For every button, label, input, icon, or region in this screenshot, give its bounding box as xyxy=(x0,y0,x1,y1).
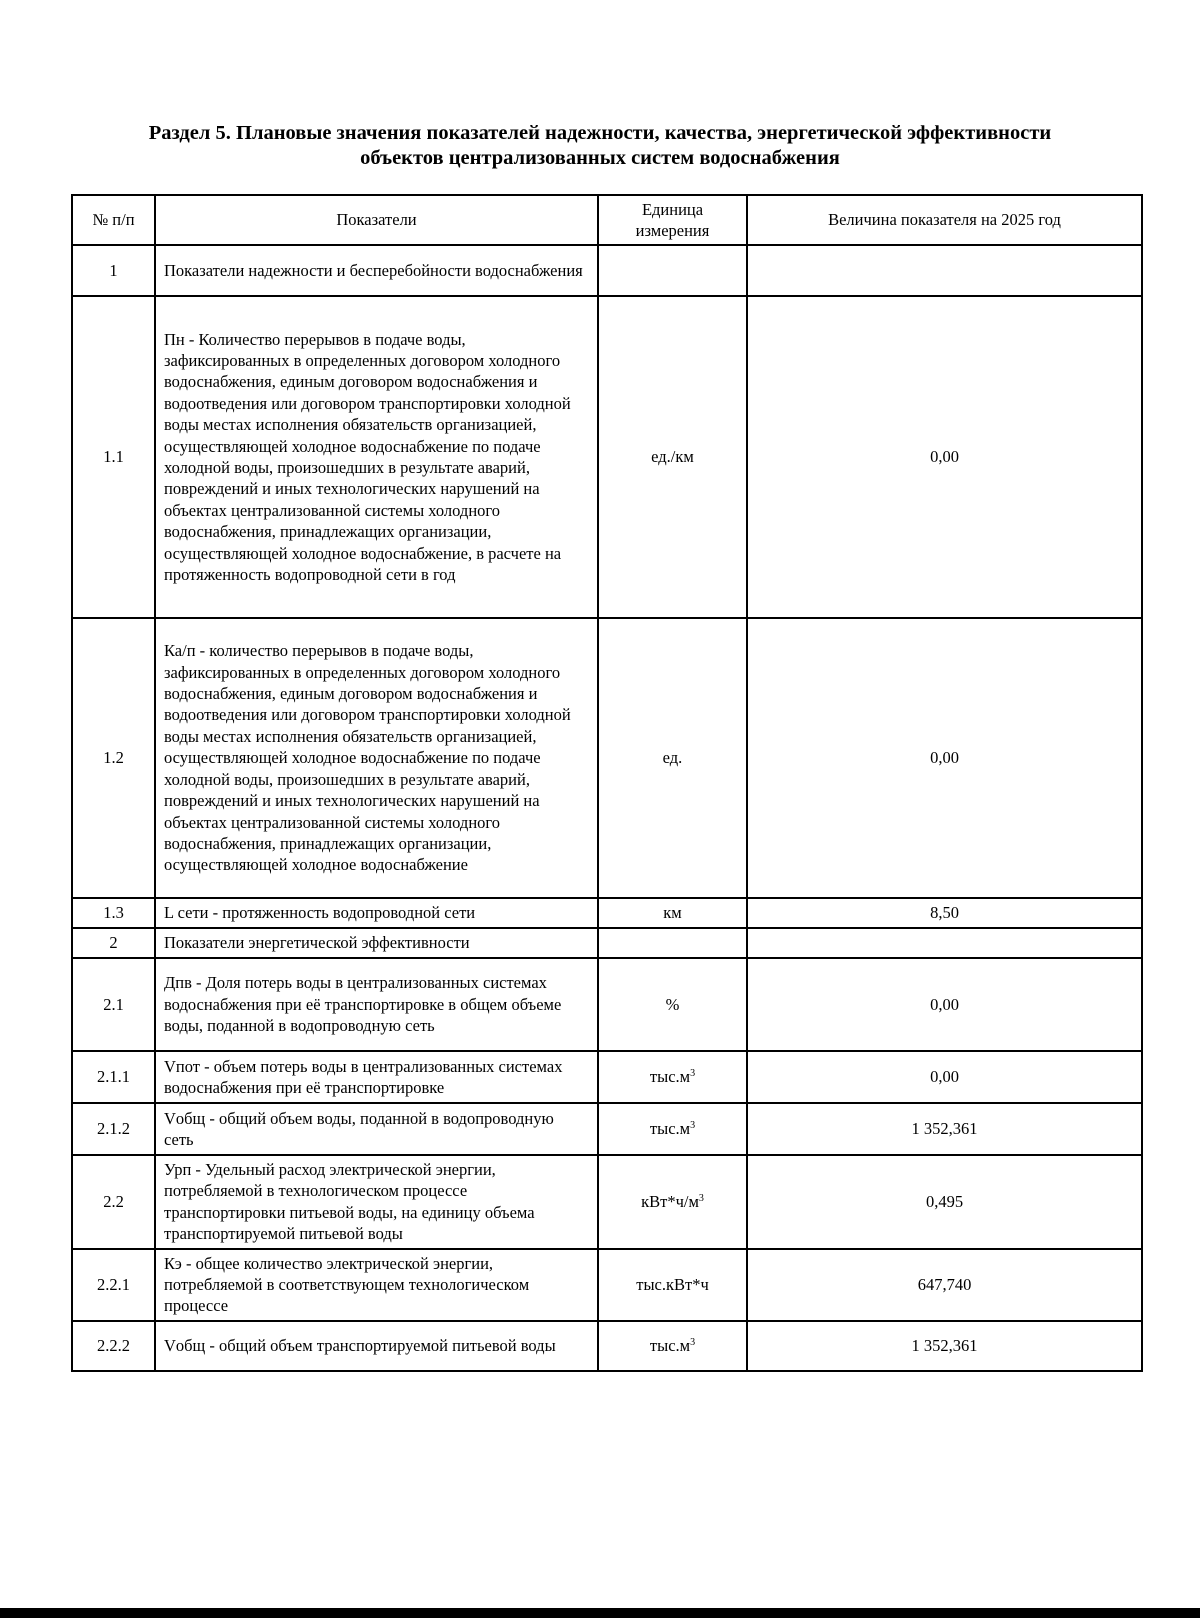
table-row xyxy=(72,245,1142,296)
row-value xyxy=(747,245,1142,296)
title-line-1: Раздел 5. Плановые значения показателей надежности, качества, энергетической эффективности xyxy=(148,122,1052,144)
row-number: 2.2 xyxy=(72,1155,155,1249)
table-row xyxy=(72,1321,1142,1371)
row-value: 0,495 xyxy=(747,1155,1142,1249)
row-indicator: Vпот - объем потерь воды в централизованных системах водоснабжения при её транспортировке xyxy=(155,1051,598,1103)
row-value: 8,50 xyxy=(747,898,1142,928)
row-unit xyxy=(598,898,747,928)
header-value: Величина показателя на 2025 год xyxy=(747,195,1142,245)
header-indicator: Показатели xyxy=(155,195,598,245)
row-unit xyxy=(598,1249,747,1321)
row-number: 2.1.2 xyxy=(72,1103,155,1155)
row-unit-superscript: 3 xyxy=(698,1193,704,1205)
document-title xyxy=(60,121,1140,171)
table-row xyxy=(72,618,1142,898)
row-unit-text: кВт*ч/м xyxy=(641,1192,699,1212)
row-unit xyxy=(598,618,747,898)
row-unit xyxy=(598,958,747,1051)
table-row xyxy=(72,1249,1142,1321)
row-number: 1.1 xyxy=(72,296,155,618)
row-number: 2 xyxy=(72,928,155,958)
table-body xyxy=(72,245,1142,1371)
row-number: 2.1.1 xyxy=(72,1051,155,1103)
row-value: 0,00 xyxy=(747,958,1142,1051)
row-number: 2.1 xyxy=(72,958,155,1051)
row-unit-text: ед. xyxy=(662,748,683,768)
row-indicator: Пн - Количество перерывов в подаче воды, зафиксированных в определенных договором холодного водоснабжения, единым договором водоснабжения и водоотведения или договором транспортировки холодной воды местах исполнения обязательств организацией, осуществляющей холодное водоснабжение по подаче холодной воды, произошедших в результате аварий, повреждений и иных технологических нарушений на объектах централизованной системы холодного водоснабжения, принадлежащих организации, осуществляющей холодное водоснабжение, в расчете на протяженность водопроводной сети в год xyxy=(155,296,598,618)
row-number: 1.3 xyxy=(72,898,155,928)
row-number: 2.2.2 xyxy=(72,1321,155,1371)
table-row xyxy=(72,1103,1142,1155)
header-unit: Единица измерения xyxy=(598,195,747,245)
row-indicator: L сети - протяженность водопроводной сети xyxy=(155,898,598,928)
row-unit xyxy=(598,1103,747,1155)
scan-edge-bar xyxy=(0,1608,1200,1618)
row-value: 1 352,361 xyxy=(747,1103,1142,1155)
table-row xyxy=(72,296,1142,618)
row-value: 1 352,361 xyxy=(747,1321,1142,1371)
row-number: 1 xyxy=(72,245,155,296)
row-unit-text: км xyxy=(663,903,682,923)
table-row xyxy=(72,1155,1142,1249)
row-unit-superscript: 3 xyxy=(690,1068,696,1080)
row-value: 0,00 xyxy=(747,296,1142,618)
row-value xyxy=(747,928,1142,958)
header-row xyxy=(72,195,1142,245)
row-unit-text: тыс.м xyxy=(649,1067,691,1087)
row-indicator: Ка/п - количество перерывов в подаче воды, зафиксированных в определенных договором холодного водоснабжения, единым договором водоснабжения и водоотведения или договором транспортировки холодной воды местах исполнения обязательств организацией, осуществляющей холодное водоснабжение по подаче холодной воды, произошедших в результате аварий, повреждений и иных технологических нарушений на объектах централизованной системы холодного водоснабжения, принадлежащих организации, осуществляющей холодное водоснабжение xyxy=(155,618,598,898)
indicators-table xyxy=(71,194,1143,1372)
table-row xyxy=(72,1051,1142,1103)
row-number: 2.2.1 xyxy=(72,1249,155,1321)
row-value: 0,00 xyxy=(747,618,1142,898)
row-unit xyxy=(598,1155,747,1249)
row-unit xyxy=(598,245,747,296)
row-unit-text: ед./км xyxy=(651,447,694,467)
row-unit-superscript: 3 xyxy=(690,1337,696,1349)
row-unit-text: % xyxy=(665,994,680,1014)
table-row xyxy=(72,898,1142,928)
row-number: 1.2 xyxy=(72,618,155,898)
row-value: 0,00 xyxy=(747,1051,1142,1103)
row-indicator: Урп - Удельный расход электрической энергии, потребляемой в технологическом процессе транспортировки питьевой воды, на единицу объема транспортируемой питьевой воды xyxy=(155,1155,598,1249)
row-unit xyxy=(598,928,747,958)
row-unit-text: тыс.м xyxy=(649,1336,691,1356)
row-indicator: Показатели надежности и бесперебойности водоснабжения xyxy=(155,245,598,296)
row-indicator: Кэ - общее количество электрической энергии, потребляемой в соответствующем технологическом процессе xyxy=(155,1249,598,1321)
row-indicator: Vобщ - общий объем воды, поданной в водопроводную сеть xyxy=(155,1103,598,1155)
row-unit xyxy=(598,1051,747,1103)
row-indicator: Дпв - Доля потерь воды в централизованных системах водоснабжения при её транспортировке в общем объеме воды, поданной в водопроводную сеть xyxy=(155,958,598,1051)
title-line-2: объектов централизованных систем водоснабжения xyxy=(360,147,840,169)
header-num: № п/п xyxy=(72,195,155,245)
row-unit xyxy=(598,1321,747,1371)
table-row xyxy=(72,928,1142,958)
row-unit-text: тыс.кВт*ч xyxy=(636,1275,709,1295)
row-indicator: Показатели энергетической эффективности xyxy=(155,928,598,958)
row-unit-superscript: 3 xyxy=(690,1120,696,1132)
row-value: 647,740 xyxy=(747,1249,1142,1321)
table-row xyxy=(72,958,1142,1051)
row-unit-text: тыс.м xyxy=(649,1119,691,1139)
row-indicator: Vобщ - общий объем транспортируемой питьевой воды xyxy=(155,1321,598,1371)
row-unit xyxy=(598,296,747,618)
